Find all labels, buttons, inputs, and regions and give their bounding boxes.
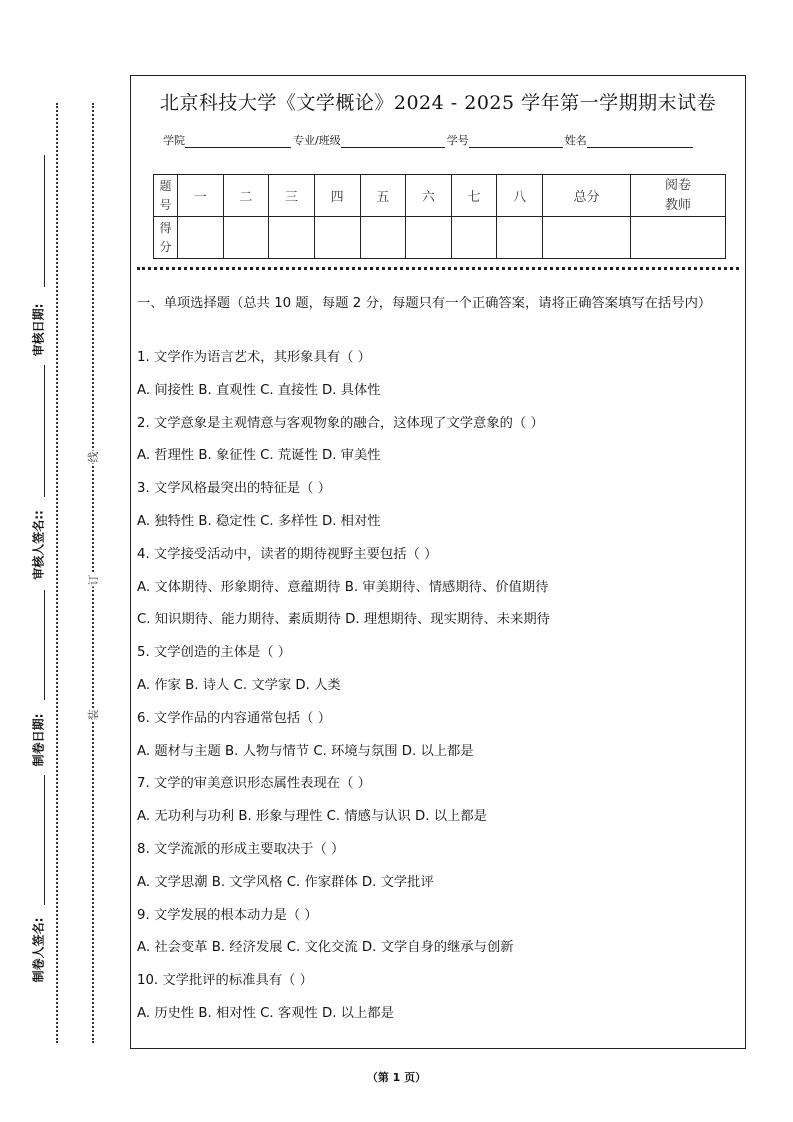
row-label: 得分 xyxy=(154,217,178,259)
column-header: 总分 xyxy=(543,175,631,217)
column-header: 八 xyxy=(497,175,543,217)
page-number: （第 1 页） xyxy=(366,1071,427,1084)
column-header: 二 xyxy=(223,175,269,217)
row-label: 题号 xyxy=(154,175,178,217)
column-header: 六 xyxy=(406,175,452,217)
score-cell[interactable] xyxy=(406,217,452,259)
answer-options: A. 间接性 B. 直观性 C. 直接性 D. 具体性 xyxy=(137,382,381,398)
review-date-label: 审核日期: xyxy=(31,303,46,357)
student-info xyxy=(163,132,695,148)
question-text: 4. 文学接受活动中，读者的期待视野主要包括（ ） xyxy=(137,546,438,562)
seal-mark: 装 xyxy=(87,709,100,721)
score-cell[interactable] xyxy=(178,217,224,259)
score-cell[interactable] xyxy=(631,217,726,259)
reviewer-signature-label: 审核人签名:: xyxy=(31,510,46,580)
answer-options: A. 作家 B. 诗人 C. 文学家 D. 人类 xyxy=(137,678,341,693)
question-text: 1. 文学作为语言艺术，其形象具有（ ） xyxy=(137,350,371,365)
question-text: 9. 文学发展的根本动力是（ ） xyxy=(137,907,318,923)
question-text: 10. 文学批评的标准具有（ ） xyxy=(137,973,313,989)
score-cell[interactable] xyxy=(451,217,497,259)
column-header: 阅卷教师 xyxy=(631,175,726,217)
score-cell[interactable] xyxy=(269,217,315,259)
answer-options: A. 哲理性 B. 象征性 C. 荒诞性 D. 审美性 xyxy=(137,448,381,464)
score-cell[interactable] xyxy=(223,217,269,259)
make-date-label: 制卷日期: xyxy=(31,713,46,767)
answer-options: C. 知识期待、能力期待、素质期待 D. 理想期待、现实期待、未来期待 xyxy=(137,612,550,628)
question-text: 3. 文学风格最突出的特征是（ ） xyxy=(137,481,331,497)
question-text: 6. 文学作品的内容通常包括（ ） xyxy=(137,710,331,726)
name-label: 姓名 xyxy=(564,134,587,147)
name-field[interactable] xyxy=(587,134,693,148)
question-text: 8. 文学流派的形成主要取决于（ ） xyxy=(137,842,345,857)
score-cell[interactable] xyxy=(543,217,631,259)
answer-options: A. 独特性 B. 稳定性 C. 多样性 D. 相对性 xyxy=(137,514,381,529)
answer-options: A. 文学思潮 B. 文学风格 C. 作家群体 D. 文学批评 xyxy=(137,874,434,890)
exam-title: 北京科技大学《文学概论》2024 - 2025 学年第一学期期末试卷 xyxy=(159,92,717,114)
student-id-label: 学号 xyxy=(446,134,469,147)
score-cell[interactable] xyxy=(360,217,406,259)
score-cell[interactable] xyxy=(497,217,543,259)
answer-options: A. 文体期待、形象期待、意蕴期待 B. 审美期待、情感期待、价值期待 xyxy=(137,579,549,595)
sign-line xyxy=(44,365,45,497)
question-number-row xyxy=(154,175,726,217)
answer-options: A. 社会变革 B. 经济发展 C. 文化交流 D. 文学自身的继承与创新 xyxy=(137,940,514,956)
maker-signature-label: 制卷人签名: xyxy=(31,917,46,983)
dotted-divider xyxy=(137,267,739,270)
column-header: 四 xyxy=(314,175,360,217)
answer-options: A. 无功利与功利 B. 形象与理性 C. 情感与认识 D. 以上都是 xyxy=(137,809,487,825)
seal-line-outer xyxy=(56,103,58,1043)
major-label: 专业/班级 xyxy=(293,134,341,147)
column-header: 七 xyxy=(451,175,497,217)
column-header: 五 xyxy=(360,175,406,217)
college-label: 学院 xyxy=(163,134,185,147)
question-text: 7. 文学的审美意识形态属性表现在（ ） xyxy=(137,776,371,792)
score-cell[interactable] xyxy=(314,217,360,259)
sign-line xyxy=(44,775,45,905)
sign-line xyxy=(44,590,45,700)
score-row xyxy=(154,217,726,259)
exam-paper xyxy=(130,75,746,1049)
answer-options: A. 历史性 B. 相对性 C. 客观性 D. 以上都是 xyxy=(137,1006,394,1021)
question-text: 5. 文学创造的主体是（ ） xyxy=(137,645,292,661)
major-field[interactable] xyxy=(341,134,445,148)
bind-mark: 订 xyxy=(87,574,100,586)
answer-options: A. 题材与主题 B. 人物与情节 C. 环境与氛围 D. 以上都是 xyxy=(137,743,474,759)
section-heading: 一、单项选择题（总共 10 题，每题 2 分，每题只有一个正确答案，请将正确答案填写在括号内） xyxy=(137,296,712,311)
sign-line xyxy=(44,155,45,287)
line-mark: 线 xyxy=(87,451,100,463)
question-text: 2. 文学意象是主观情意与客观物象的融合，这体现了文学意象的（ ） xyxy=(137,415,544,431)
column-header: 一 xyxy=(178,175,224,217)
college-field[interactable] xyxy=(185,134,291,148)
column-header: 三 xyxy=(269,175,315,217)
student-id-field[interactable] xyxy=(469,134,563,148)
score-table xyxy=(153,174,726,259)
